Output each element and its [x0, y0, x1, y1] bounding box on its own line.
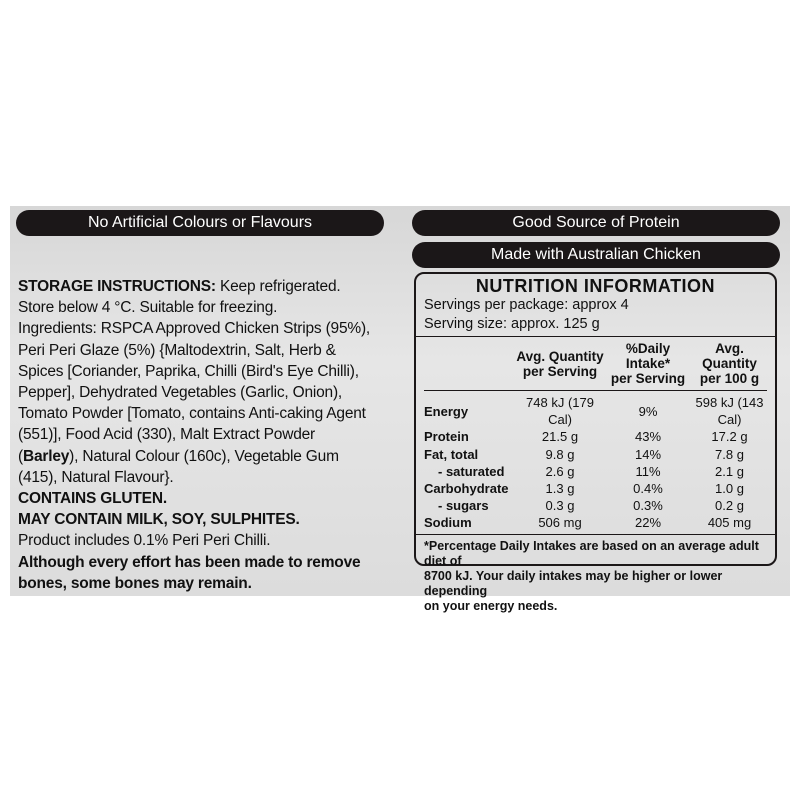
- header-text: per Serving: [522, 363, 598, 379]
- table-row: [424, 514, 767, 531]
- footnote-line: on your energy needs.: [424, 598, 558, 613]
- daily-intake-value: 14%: [634, 446, 662, 462]
- per-serving-value: 9.8 g: [545, 446, 575, 462]
- per-100g-value: 1.0 g: [715, 481, 744, 497]
- header-per-serving: [516, 337, 604, 391]
- header-text: Avg. Quantity: [516, 348, 604, 364]
- badge-protein: Good Source of Protein: [412, 210, 780, 236]
- may-contain: MAY CONTAIN MILK, SOY, SULPHITES.: [18, 511, 300, 529]
- daily-intake-value: 9%: [638, 403, 658, 419]
- per-serving-value: 506 mg: [538, 515, 582, 531]
- daily-intake-value: 43%: [634, 429, 662, 445]
- table-row: [424, 497, 767, 514]
- storage-line-1: [18, 276, 403, 297]
- storage-label: STORAGE INSTRUCTIONS:: [18, 278, 216, 295]
- contains-gluten: CONTAINS GLUTEN.: [18, 490, 167, 508]
- table-header-row: [424, 337, 767, 391]
- nutrient-name: Carbohydrate: [424, 481, 509, 497]
- serving-size: Serving size: approx. 125 g: [424, 316, 600, 332]
- bones-warning-1: Although every effort has been made to remove: [18, 553, 361, 571]
- per-100g-value: 598 kJ (143 Cal): [695, 395, 764, 428]
- footnote: [424, 535, 767, 614]
- nutrient-name: - sugars: [438, 498, 489, 514]
- header-per-100g: [692, 337, 767, 391]
- badge-no-artificial: No Artificial Colours or Flavours: [16, 210, 384, 236]
- nutrition-table: [424, 337, 767, 532]
- per-serving-value: 748 kJ (179 Cal): [526, 395, 594, 428]
- per-serving-value: 21.5 g: [541, 429, 579, 445]
- nutrient-name: - saturated: [438, 463, 505, 479]
- table-row: [424, 446, 767, 463]
- ingredients-line: [18, 446, 403, 467]
- nutrition-title: NUTRITION INFORMATION: [475, 276, 716, 296]
- nutrition-panel: [414, 272, 777, 613]
- per-100g-value: 0.2 g: [715, 498, 744, 514]
- servings-per-package: Servings per package: approx 4: [424, 297, 629, 313]
- ingredients-line: (551)], Food Acid (330), Malt Extract Powder: [18, 426, 316, 444]
- nutrient-name: Sodium: [424, 515, 472, 531]
- ingredients-line: Tomato Powder [Tomato, contains Anti-caking Agent: [18, 405, 366, 423]
- table-row: [424, 480, 767, 497]
- paren-open: (: [18, 447, 23, 465]
- footnote-line: *Percentage Daily Intakes are based on an average adult diet of: [424, 538, 759, 568]
- footnote-line: 8700 kJ. Your daily intakes may be higher or lower depending: [424, 568, 723, 598]
- label-panel: [10, 206, 790, 613]
- nutrient-name: Protein: [424, 429, 469, 445]
- daily-intake-value: 0.4%: [633, 481, 663, 497]
- per-100g-value: 2.1 g: [715, 463, 744, 479]
- badge-australian-chicken: Made with Australian Chicken: [412, 242, 780, 268]
- allergen-barley: Barley: [22, 447, 70, 465]
- product-includes: Product includes 0.1% Peri Peri Chilli.: [18, 532, 271, 550]
- header-text: Avg. Quantity: [702, 341, 757, 371]
- header-text: per 100 g: [699, 371, 760, 386]
- header-text: per Serving: [610, 371, 686, 386]
- storage-text: Keep refrigerated.: [215, 278, 341, 295]
- table-row: [424, 463, 767, 480]
- ingredients-line: Peri Peri Glaze (5%) {Maltodextrin, Salt, Herb &: [18, 341, 336, 359]
- ingredients-rest: ), Natural Colour (160c), Vegetable Gum: [69, 447, 339, 465]
- daily-intake-value: 0.3%: [633, 498, 663, 514]
- per-100g-value: 17.2 g: [711, 429, 748, 445]
- ingredients-line: Ingredients: RSPCA Approved Chicken Strips (95%),: [18, 320, 371, 338]
- per-serving-value: 0.3 g: [545, 498, 575, 514]
- table-row: [424, 394, 767, 428]
- nutrient-name: Energy: [424, 403, 469, 419]
- ingredients-line: Pepper], Dehydrated Vegetables (Garlic, Onion),: [18, 384, 343, 402]
- daily-intake-value: 11%: [635, 463, 661, 479]
- per-serving-value: 2.6 g: [545, 463, 575, 479]
- header-daily-intake: [604, 337, 692, 391]
- ingredients-line: (415), Natural Flavour}.: [18, 468, 174, 486]
- bones-warning-2: bones, some bones may remain.: [18, 574, 252, 592]
- storage-line-2: Store below 4 °C. Suitable for freezing.: [18, 299, 278, 317]
- header-blank: [424, 337, 516, 391]
- nutrient-name: Fat, total: [424, 446, 479, 462]
- header-text: %Daily Intake*: [625, 341, 671, 371]
- per-serving-value: 1.3 g: [545, 481, 575, 497]
- ingredients-line: Spices [Coriander, Paprika, Chilli (Bird's Eye Chilli),: [18, 362, 359, 380]
- per-100g-value: 405 mg: [707, 515, 752, 531]
- per-100g-value: 7.8 g: [715, 446, 744, 462]
- table-row: [424, 428, 767, 445]
- ingredients-column: [18, 276, 403, 594]
- daily-intake-value: 22%: [634, 515, 662, 531]
